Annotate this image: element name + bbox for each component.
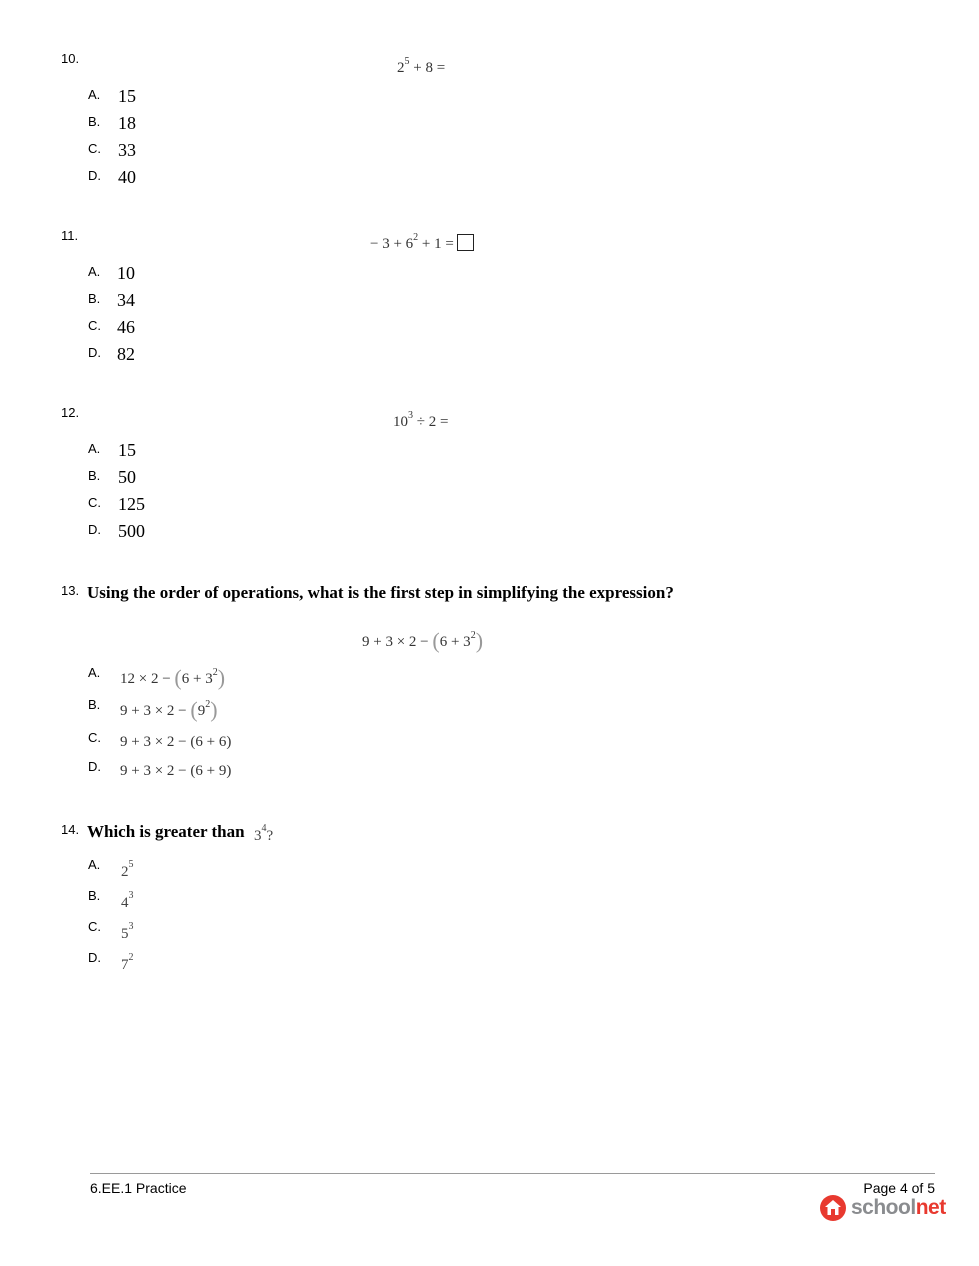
footer-title: 6.EE.1 Practice: [90, 1180, 187, 1196]
choice-a[interactable]: $12 \times 2 - (6 + 3^2)$: [120, 665, 226, 690]
question-power: $3^4$?: [254, 823, 274, 844]
choice-c[interactable]: 125: [118, 494, 145, 514]
page-number: Page 4 of 5: [863, 1180, 935, 1196]
choice-letter: C.: [88, 495, 101, 510]
choice-d[interactable]: 40: [118, 167, 136, 187]
choice-c[interactable]: 9 + 3 × 2 − (6 + 6): [120, 734, 232, 750]
choice-b[interactable]: 18: [118, 113, 136, 133]
logo-net: net: [915, 1196, 946, 1219]
question-expression: $2^5 + 8$ =: [397, 56, 446, 76]
choice-letter: B.: [88, 697, 101, 712]
answer-box: [457, 234, 474, 251]
choice-letter: A.: [88, 441, 101, 456]
choice-a[interactable]: 10: [117, 263, 135, 283]
choice-letter: A.: [88, 857, 101, 872]
choice-a[interactable]: 15: [118, 440, 136, 460]
choice-letter: D.: [88, 950, 101, 965]
choice-letter: D.: [88, 345, 101, 360]
choice-a[interactable]: $2^5$: [121, 859, 134, 880]
question-text: Which is greater than: [87, 822, 245, 841]
choice-a[interactable]: 15: [118, 86, 136, 106]
choice-b[interactable]: $9 + 3 \times 2 - (9^2)$: [120, 697, 218, 722]
question-number: 13.: [61, 583, 80, 598]
question-number: 10.: [61, 51, 80, 66]
house-icon: [819, 1194, 847, 1222]
choice-d[interactable]: 9 + 3 × 2 − (6 + 9): [120, 763, 232, 779]
choice-letter: A.: [88, 87, 101, 102]
question-expression: $9 + 3 \times 2 - (6 + 3^2)$: [362, 628, 484, 653]
choice-letter: C.: [88, 730, 101, 745]
choice-c[interactable]: 33: [118, 140, 136, 160]
choice-letter: C.: [88, 919, 101, 934]
choice-d[interactable]: $7^2$: [121, 952, 134, 973]
choice-letter: C.: [88, 141, 101, 156]
choice-letter: B.: [88, 888, 101, 903]
question-expression: $10^3 \div 2$ =: [393, 410, 449, 430]
question-text: Using the order of operations, what is the first step in simplifying the expression?: [87, 583, 674, 602]
choice-b[interactable]: 34: [117, 290, 135, 310]
question-number: 12.: [61, 405, 80, 420]
schoolnet-logo: [819, 1194, 946, 1222]
question-number: 14.: [61, 822, 80, 837]
choice-d[interactable]: 82: [117, 344, 135, 364]
logo-school: school: [851, 1196, 916, 1219]
choice-c[interactable]: 46: [117, 317, 135, 337]
question-number: 11.: [61, 228, 79, 243]
choice-b[interactable]: 50: [118, 467, 136, 487]
choice-letter: A.: [88, 264, 101, 279]
footer-divider: [90, 1173, 935, 1174]
choice-c[interactable]: $5^3$: [121, 921, 134, 942]
choice-letter: C.: [88, 318, 101, 333]
choice-d[interactable]: 500: [118, 521, 145, 541]
choice-letter: B.: [88, 468, 101, 483]
choice-letter: B.: [88, 114, 101, 129]
choice-letter: A.: [88, 665, 101, 680]
choice-letter: D.: [88, 759, 101, 774]
choice-letter: B.: [88, 291, 101, 306]
choice-letter: D.: [88, 522, 101, 537]
choice-b[interactable]: $4^3$: [121, 890, 134, 911]
question-expression: − $3 + 6^2 + 1$ =: [370, 234, 474, 253]
choice-letter: D.: [88, 168, 101, 183]
